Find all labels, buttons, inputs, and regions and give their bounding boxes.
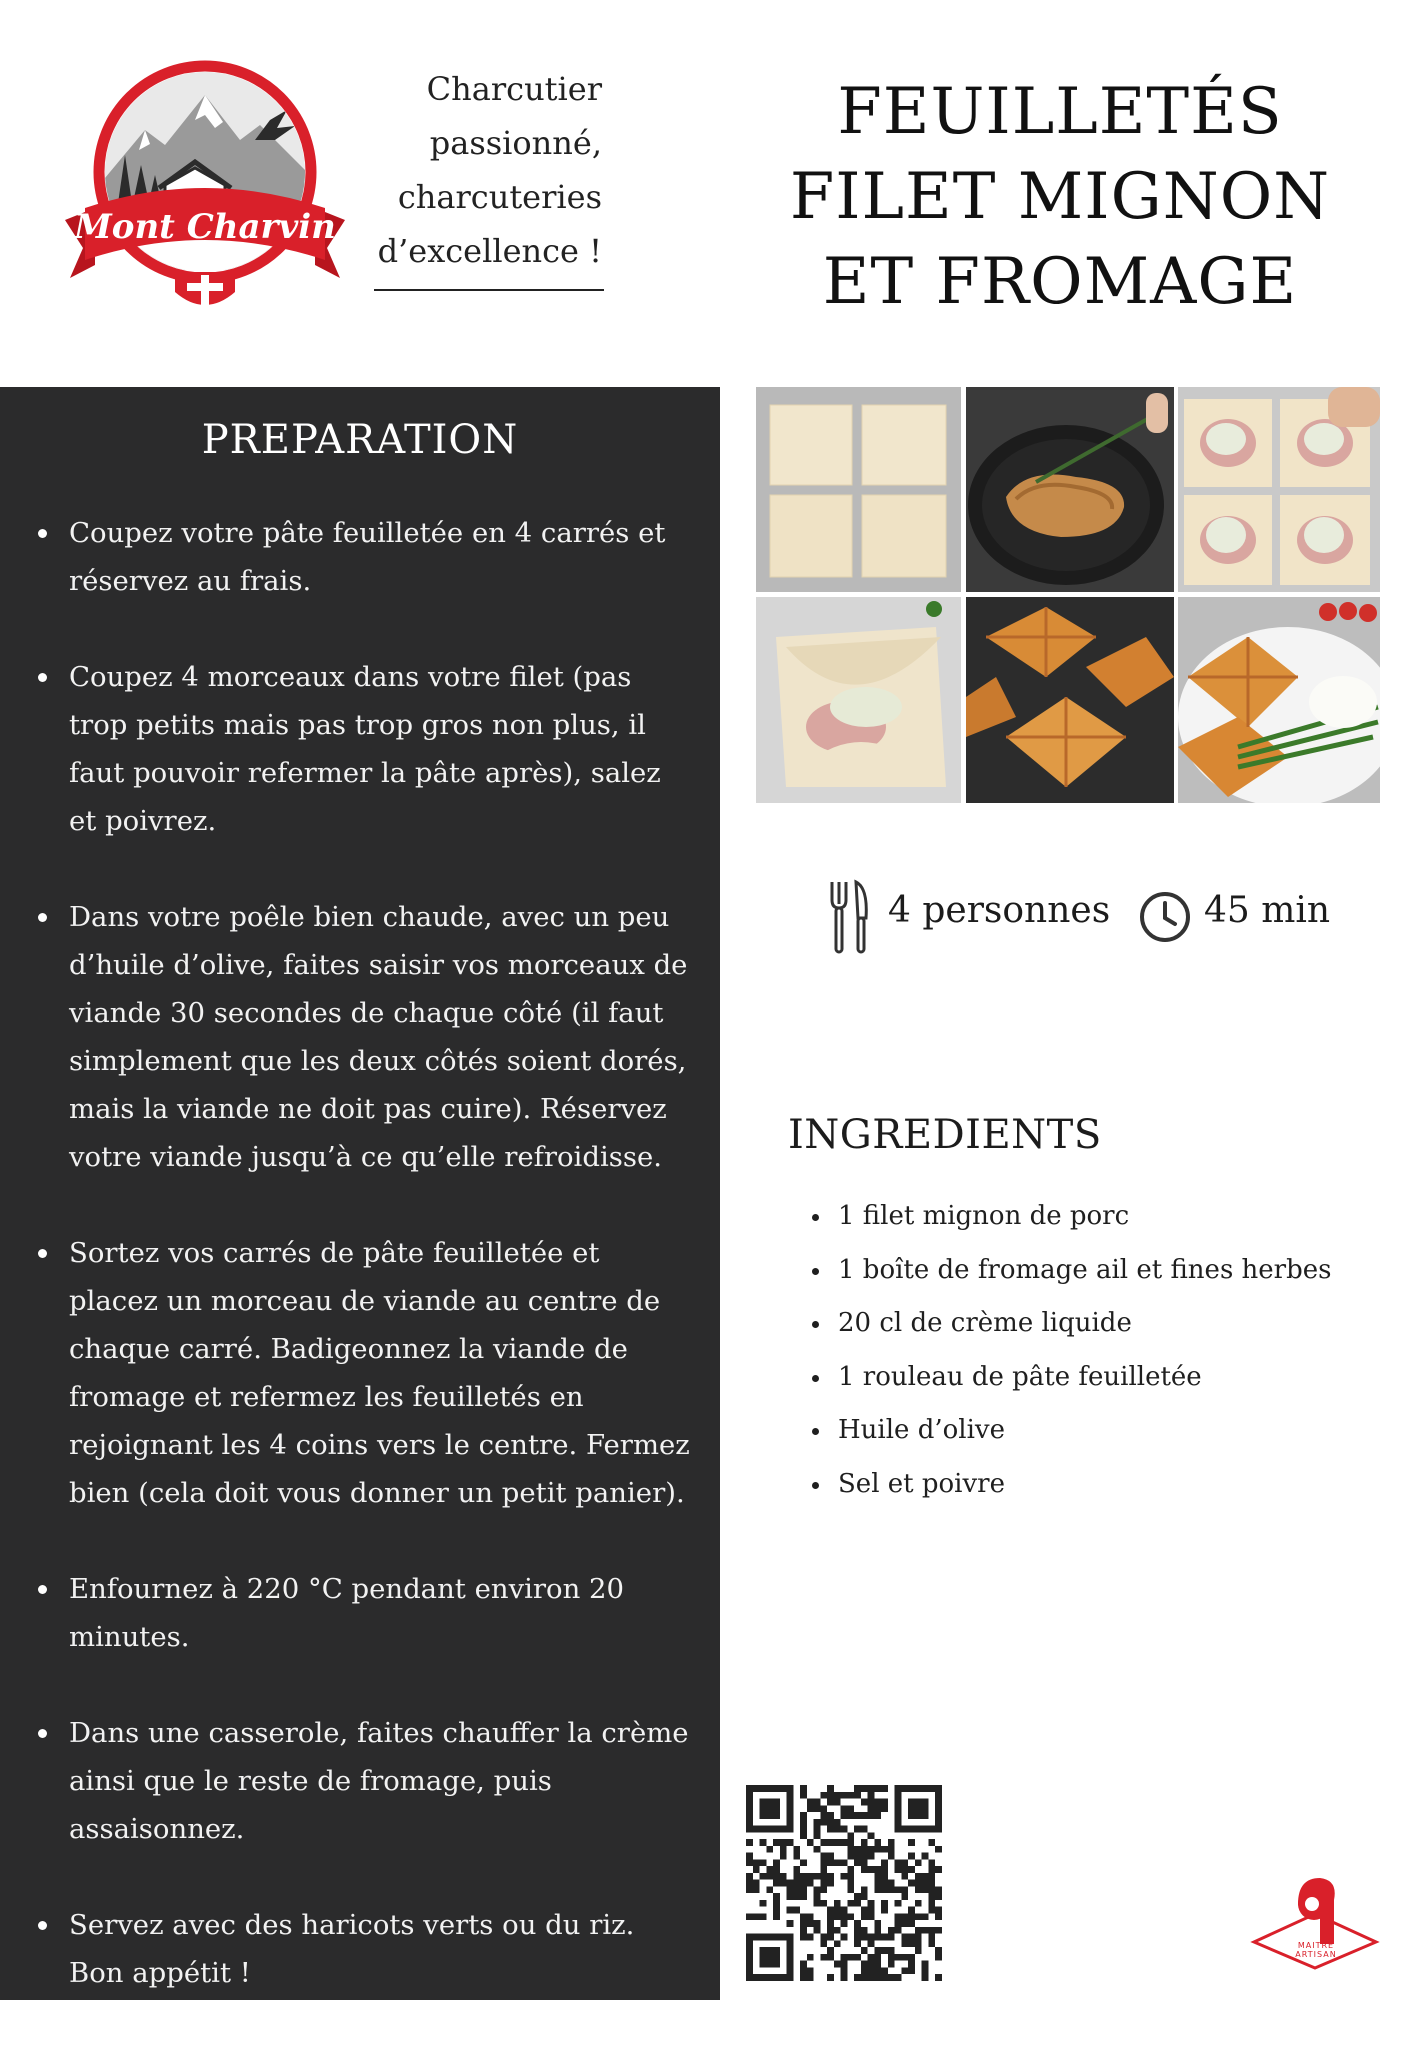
artisan-text-line: MAITRE: [1297, 1941, 1335, 1950]
preparation-heading: PREPARATION: [201, 417, 519, 463]
preparation-step: Dans votre poêle bien chaude, avec un peu d’huile d’olive, faites saisir vos morceaux de viande 30 secondes de chaque côté (il faut simplement que les deux côtés soient dorés, mais la viande ne doit pas cuire). Réservez votre viande jusqu’à ce qu’elle refroidisse.: [0, 893, 690, 1181]
preparation-panel: [0, 387, 720, 2000]
ingredient-item: 20 cl de crème liquide: [788, 1297, 1348, 1351]
maitre-artisan-logo: [1250, 1870, 1380, 1970]
title-line: FEUILLETÉS: [837, 75, 1283, 149]
servings-value: 4 personnes: [888, 890, 1111, 931]
tagline-line: d’excellence !: [377, 232, 602, 270]
recipe-photo-grid: [756, 387, 1380, 803]
brand-tagline: [330, 62, 602, 278]
photo-seared-pork: [966, 387, 1174, 592]
tagline-divider: [374, 289, 604, 291]
ingredient-item: 1 boîte de fromage ail et fines herbes: [788, 1244, 1348, 1298]
ingredient-item: 1 rouleau de pâte feuilletée: [788, 1351, 1348, 1405]
fork-knife-icon: [828, 878, 870, 954]
photo-filled-squares: [1178, 387, 1380, 592]
ingredient-item: Huile d’olive: [788, 1404, 1348, 1458]
recipe-info: [820, 870, 1380, 960]
preparation-steps: [0, 509, 690, 2045]
tagline-line: passionné,: [429, 124, 602, 162]
ingredients-heading: INGREDIENTS: [788, 1112, 1102, 1158]
tagline-line: charcuteries: [397, 178, 602, 216]
ingredient-item: Sel et poivre: [788, 1458, 1348, 1512]
title-line: ET FROMAGE: [822, 245, 1298, 319]
preparation-step: Enfournez à 220 °C pendant environ 20 minutes.: [0, 1565, 690, 1661]
brand-name: Mont Charvin: [74, 207, 336, 247]
qr-code[interactable]: [746, 1785, 942, 1981]
recipe-title: [760, 70, 1360, 325]
tagline-line: Charcutier: [426, 70, 602, 108]
photo-plated-dish: [1178, 597, 1380, 803]
preparation-step: Sortez vos carrés de pâte feuilletée et placez un morceau de viande au centre de chaque carré. Badigeonnez la viande de fromage et refermez les feuilletés en rejoignant les 4 coins vers le centre. Fermez bien (cela doit vous donner un petit panier).: [0, 1229, 690, 1517]
preparation-step: Coupez 4 morceaux dans votre filet (pas trop petits mais pas trop gros non plus, il faut pouvoir refermer la pâte après), salez et poivrez.: [0, 653, 690, 845]
artisan-text-line: ARTISAN: [1295, 1950, 1337, 1959]
clock-icon: [1138, 890, 1192, 944]
photo-baked-pastries: [966, 597, 1174, 803]
preparation-step: Coupez votre pâte feuilletée en 4 carrés et réservez au frais.: [0, 509, 690, 605]
ingredient-item: 1 filet mignon de porc: [788, 1190, 1348, 1244]
photo-folding-pastry: [756, 597, 961, 803]
duration-value: 45 min: [1204, 890, 1331, 931]
preparation-step: Servez avec des haricots verts ou du riz. Bon appétit !: [0, 1901, 690, 1997]
preparation-step: Dans une casserole, faites chauffer la crème ainsi que le reste de fromage, puis assaisonnez.: [0, 1709, 690, 1853]
photo-pastry-squares: [756, 387, 961, 592]
title-line: FILET MIGNON: [789, 160, 1331, 234]
brand-logo: [55, 60, 355, 322]
ingredients-list: [788, 1190, 1348, 1511]
